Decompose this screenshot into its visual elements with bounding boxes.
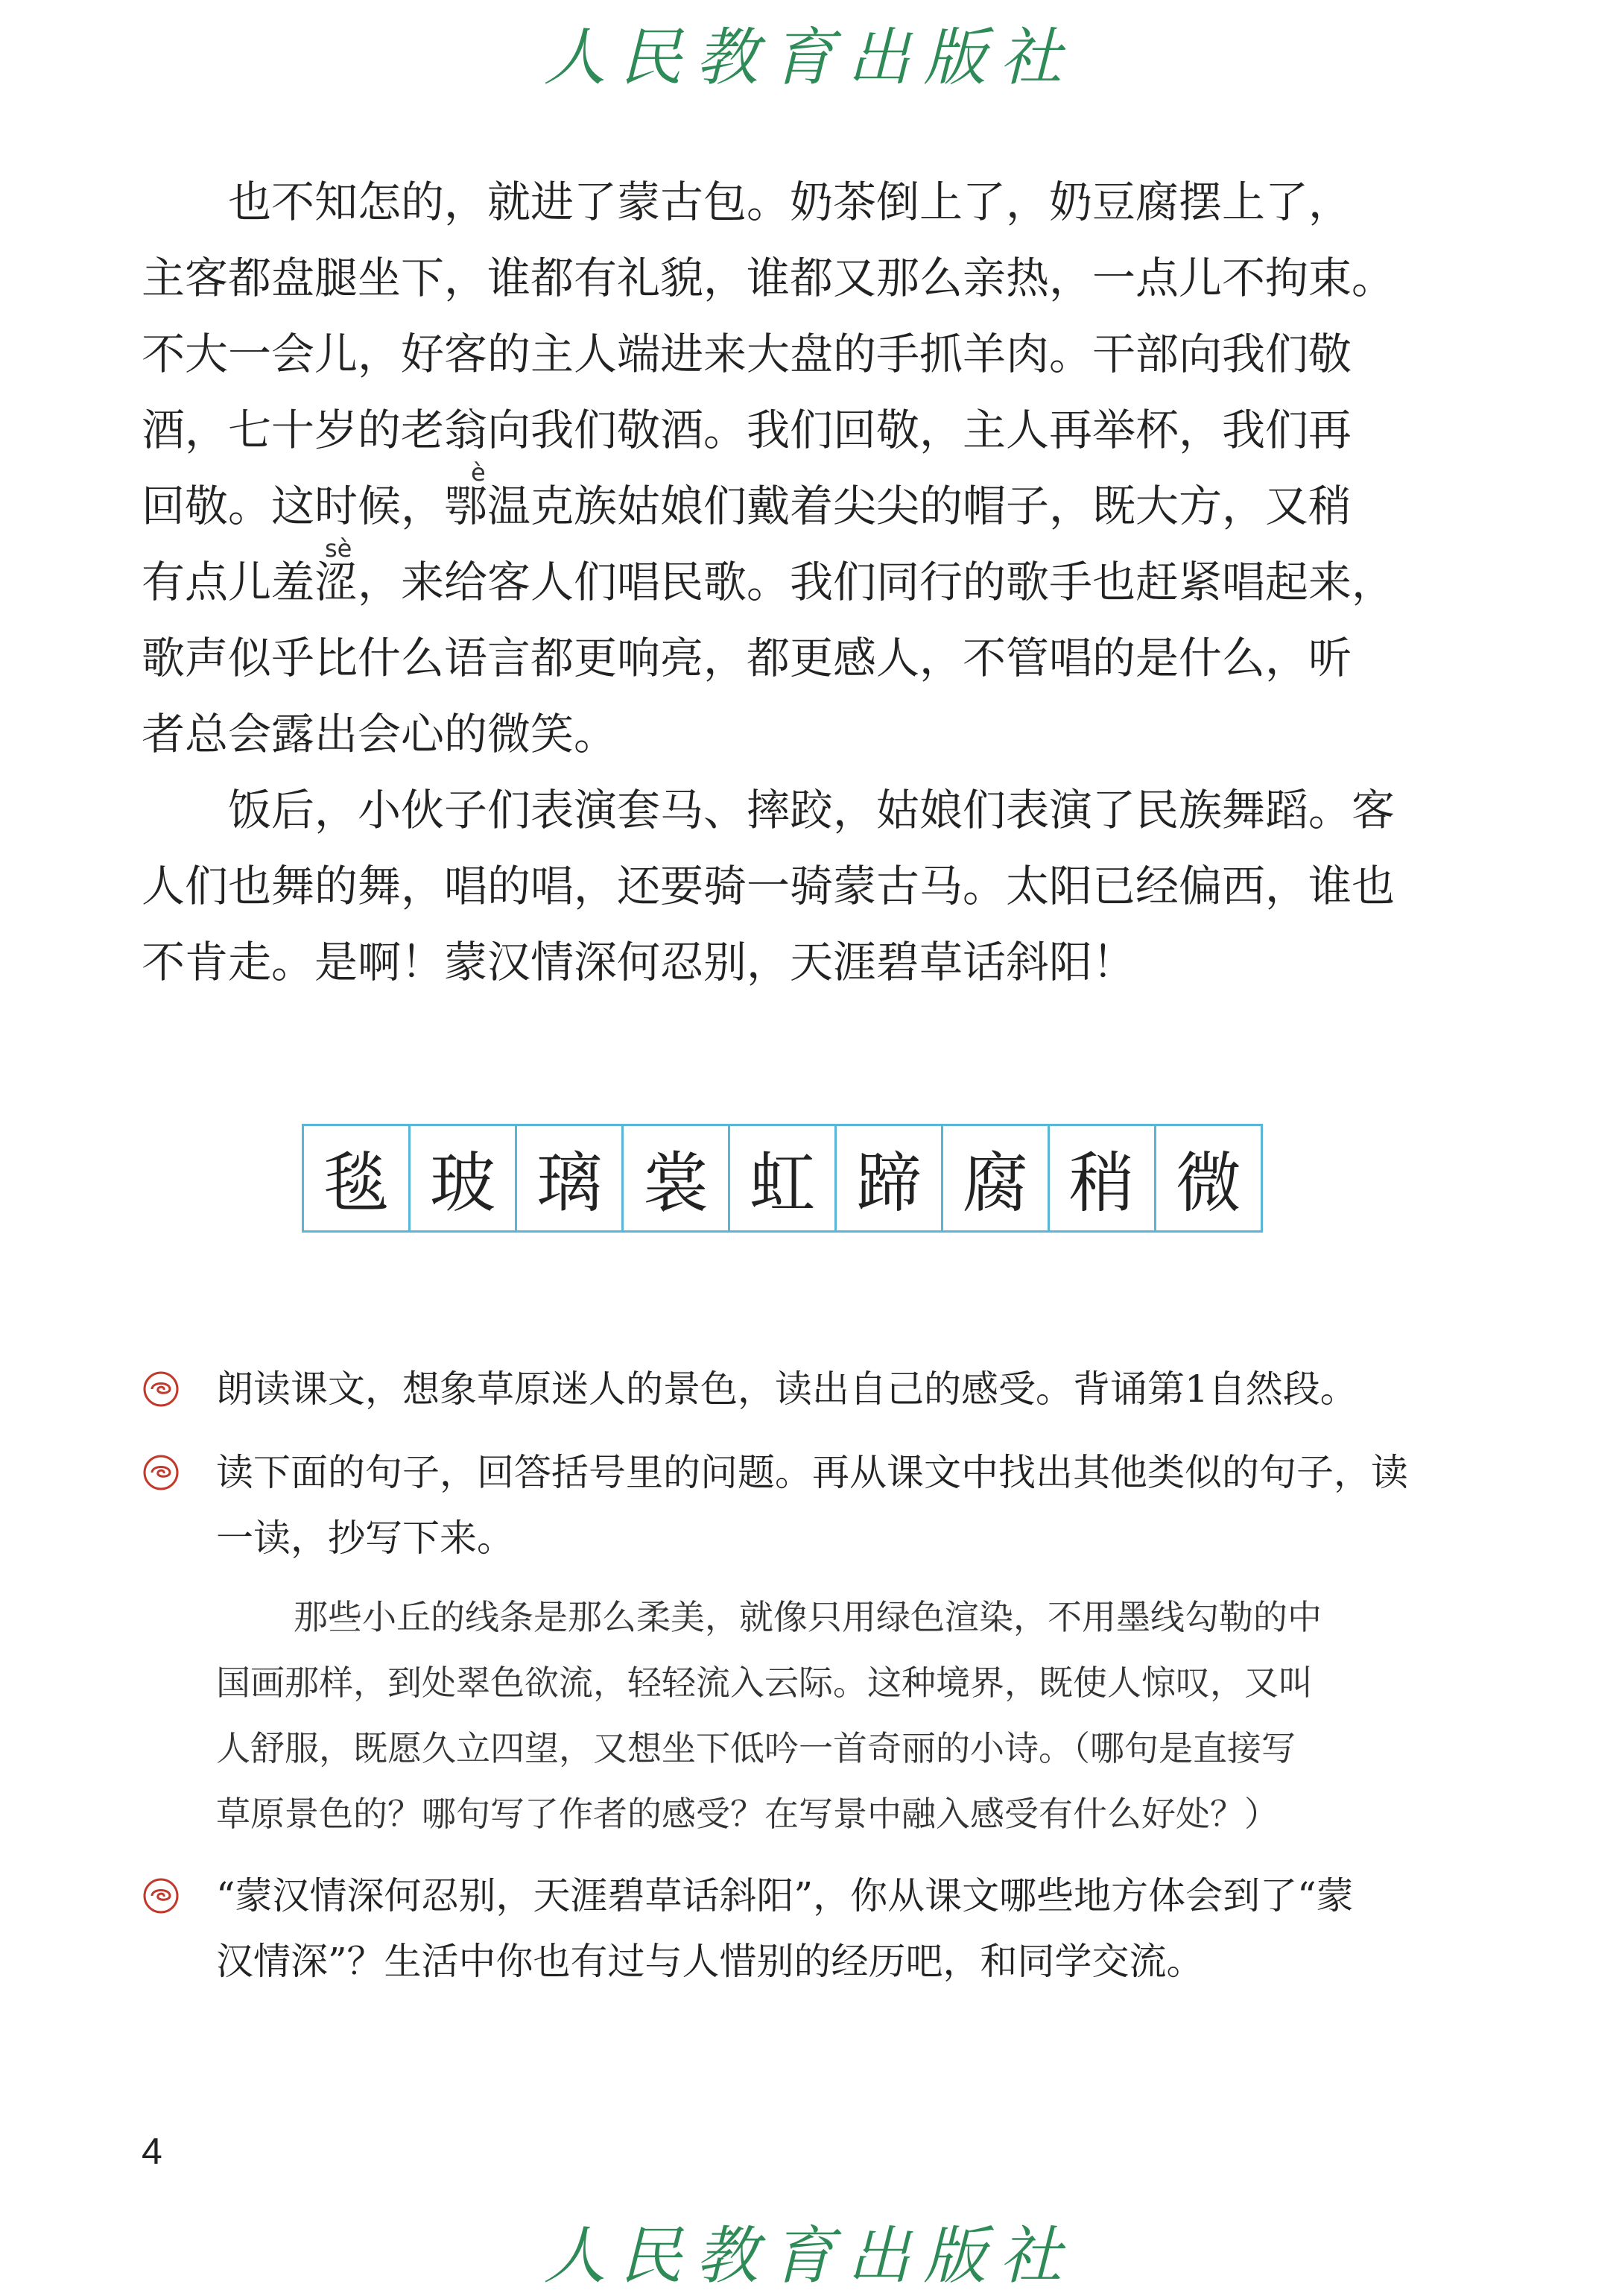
- character-cell: 稍: [1050, 1126, 1156, 1230]
- character-cell: 蹄: [837, 1126, 943, 1230]
- pinyin-annotation: sè: [325, 534, 352, 563]
- paragraph-2: [142, 772, 1438, 1000]
- character-cell: 毯: [304, 1126, 411, 1230]
- question-text: 朗读课文，想象草原迷人的景色，读出自己的感受。背诵第1自然段。: [216, 1367, 1357, 1411]
- text-line: 人们也舞的舞，唱的唱，还要骑一骑蒙古马。太阳已经偏西，谁也: [142, 861, 1395, 911]
- quote-line: 国画那样，到处翠色欲流，轻轻流入云际。这种境界，既使人惊叹，又叫: [216, 1663, 1313, 1703]
- text-line: 有点儿羞涩，来给客人们唱民歌。我们同行的歌手也赶紧唱起来，: [142, 557, 1395, 607]
- publisher-logo-bottom: 人民教育出版社: [543, 2219, 1076, 2292]
- question-text: 读下面的句子，回答括号里的问题。再从课文中找出其他类似的句子，读 一读，抄写下来。: [216, 1451, 1408, 1560]
- quote-line: 草原景色的？哪句写了作者的感受？在写景中融入感受有什么好处？）: [216, 1794, 1279, 1834]
- text-line: 也不知怎的，就进了蒙古包。奶茶倒上了，奶豆腐摆上了，: [228, 177, 1352, 227]
- text-line: 不肯走。是啊！蒙汉情深何忍别，天涯碧草话斜阳！: [142, 937, 1136, 987]
- swirl-bullet-icon: [142, 1370, 180, 1408]
- character-cell: 腐: [943, 1126, 1050, 1230]
- text-line: 回敬。这时候，鄂温克族姑娘们戴着尖尖的帽子，既大方，又稍: [142, 481, 1352, 531]
- page-number: 4: [142, 2131, 162, 2172]
- character-cell: 虹: [730, 1126, 837, 1230]
- swirl-bullet-icon: [142, 1453, 180, 1492]
- character-cell: 玻: [411, 1126, 517, 1230]
- vocabulary-character-grid: [302, 1124, 1263, 1233]
- character-cell: 微: [1156, 1126, 1263, 1230]
- swirl-bullet-icon: [142, 1876, 180, 1915]
- text-line: 不大一会儿，好客的主人端进来大盘的手抓羊肉。干部向我们敬: [142, 329, 1352, 379]
- question-text: “蒙汉情深何忍别，天涯碧草话斜阳”，你从课文哪些地方体会到了“蒙 汉情深”？生活中你也有过与人惜别的经历吧，和同学交流。: [216, 1874, 1354, 1983]
- pinyin-annotation: è: [471, 458, 486, 487]
- text-line: 者总会露出会心的微笑。: [142, 709, 618, 759]
- paragraph-1: [142, 164, 1438, 772]
- text-line: 酒，七十岁的老翁向我们敬酒。我们回敬，主人再举杯，我们再: [142, 405, 1352, 455]
- publisher-logo-top: 人民教育出版社: [543, 21, 1076, 94]
- text-line: 饭后，小伙子们表演套马、摔跤，姑娘们表演了民族舞蹈。客: [228, 785, 1395, 835]
- quoted-passage: [216, 1584, 1445, 1847]
- quote-line: 那些小丘的线条是那么柔美，就像只用绿色渲染，不用墨线勾勒的中: [294, 1597, 1322, 1637]
- character-cell: 璃: [517, 1126, 624, 1230]
- quote-line: 人舒服，既愿久立四望，又想坐下低吟一首奇丽的小诗。（哪句是直接写: [216, 1728, 1296, 1768]
- character-cell: 裳: [624, 1126, 730, 1230]
- text-line: 歌声似乎比什么语言都更响亮，都更感人，不管唱的是什么，听: [142, 633, 1352, 683]
- text-line: 主客都盘腿坐下，谁都有礼貌，谁都又那么亲热，一点儿不拘束。: [142, 253, 1395, 303]
